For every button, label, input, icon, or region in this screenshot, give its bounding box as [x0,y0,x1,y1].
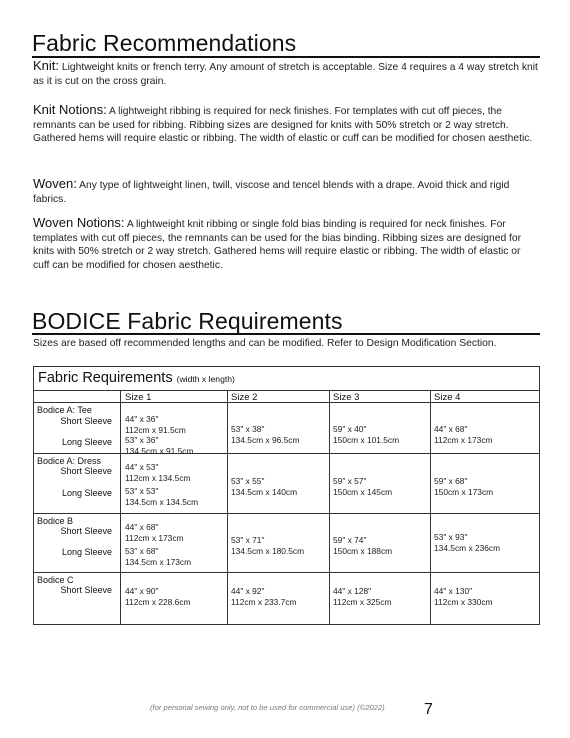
table-rule [33,390,540,391]
woven-notions-text: A lightweight knit ribbing or single fold bias binding is required for neck finishes. For templates with cut off pieces, the remnants can be used for the bias binding. Ribbing sizes are designed for knits with 50% stretch or 2 way stretch. Gathered hems will require elastic or ribbing. The width of elastic or cuff can be modified for chosen aesthetic. [33,219,522,271]
size-3-header: Size 3 [333,392,360,403]
table-col-rule [329,390,330,625]
page-number: 7 [424,701,433,718]
knit-paragraph [33,59,538,88]
cell-dress-short-size1: 44" x 53" 112cm x 134.5cm [125,462,191,483]
knit-text: Lightweight knits or french terry. Any amount of stretch is acceptable. Size 4 requires a 4 way stretch knit as it is cut on the cross grain. [33,62,538,87]
cell-b-long-size1: 53" x 68" 134.5cm x 173cm [125,546,192,567]
size-1-header: Size 1 [125,392,152,403]
group-label-bodice-a-tee: Bodice A: Tee [37,405,92,415]
knit-notions-paragraph [33,103,538,146]
cell-c-size3: 44" x 128" 112cm x 325cm [333,586,392,607]
cell-c-size2: 44" x 92" 112cm x 233.7cm [231,586,297,607]
row-label-short-sleeve: Short Sleeve [60,416,112,426]
cell-dress-long-size1: 53" x 53" 134.5cm x 134.5cm [125,486,199,507]
cell-b-size3: 59" x 74" 150cm x 188cm [333,535,393,556]
knit-notions-text: A lightweight ribbing is required for neck finishes. For templates with cut off pieces, the remnants can be used for ribbing. Ribbing sizes are designed for knits with 50% stretch or 2 way stretch. Gathered hems will require elastic or ribbing. The width of elastic or cuff can be modified for chosen aesthetic. [33,106,533,145]
group-label-bodice-b: Bodice B [37,516,74,526]
table-rule [33,402,540,403]
knit-notions-label: Knit Notions: [33,102,107,117]
woven-paragraph [33,177,538,206]
table-rule [33,453,540,454]
group-label-bodice-a-dress: Bodice A: Dress [37,456,102,466]
table-col-rule [430,390,431,625]
cell-dress-size3: 59" x 57" 150cm x 145cm [333,476,393,497]
cell-tee-size4: 44" x 68" 112cm x 173cm [434,424,493,445]
cell-tee-long-size1: 53" x 36" 134.5cm x 91.5cm [125,435,194,456]
woven-text: Any type of lightweight linen, twill, viscose and tencel blends with a drape. Avoid thick and rigid fabrics. [33,180,510,205]
row-label-short-sleeve: Short Sleeve [60,466,112,476]
fabric-recommendations-title: Fabric Recommendations [32,30,297,56]
cell-c-size4: 44" x 130" 112cm x 330cm [434,586,493,607]
knit-label: Knit: [33,58,60,73]
cell-b-size4: 53" x 93" 134.5cm x 236cm [434,532,501,553]
bodice-requirements-title: BODICE Fabric Requirements [32,308,343,334]
cell-tee-short-size1: 44" x 36" 112cm x 91.5cm [125,414,186,435]
row-label-short-sleeve: Short Sleeve [60,585,112,595]
table-title-note: (width x length) [176,374,235,384]
table-col-rule [227,390,228,625]
bodice-title-underline [32,333,540,335]
size-2-header: Size 2 [231,392,258,403]
woven-notions-label: Woven Notions: [33,215,125,230]
group-label-bodice-c: Bodice C [37,575,74,585]
cell-tee-size3: 59" x 40" 150cm x 101.5cm [333,424,400,445]
row-label-short-sleeve: Short Sleeve [60,526,112,536]
cell-dress-size4: 59" x 68" 150cm x 173cm [434,476,494,497]
size-4-header: Size 4 [434,392,461,403]
row-label-long-sleeve: Long Sleeve [61,437,112,447]
footer-note: (for personal sewing only, not to be used for commercial use) (©2022) [150,703,385,712]
cell-b-size2: 53" x 71" 134.5cm x 180.5cm [231,535,305,556]
table-title: Fabric Requirements (width x length) [38,370,235,386]
cell-dress-size2: 53" x 55" 134.5cm x 140cm [231,476,298,497]
woven-notions-paragraph [33,216,538,272]
table-col-rule [120,390,121,625]
woven-label: Woven: [33,176,77,191]
bodice-subtitle: Sizes are based off recommended lengths and can be modified. Refer to Design Modification Section. [33,338,497,349]
row-label-long-sleeve: Long Sleeve [61,488,112,498]
cell-tee-size2: 53" x 38" 134.5cm x 96.5cm [231,424,300,445]
cell-c-size1: 44" x 90" 112cm x 228.6cm [125,586,191,607]
title-underline [32,56,540,58]
table-rule [33,572,540,573]
table-rule [33,513,540,514]
cell-b-short-size1: 44" x 68" 112cm x 173cm [125,522,184,543]
row-label-long-sleeve: Long Sleeve [61,547,112,557]
